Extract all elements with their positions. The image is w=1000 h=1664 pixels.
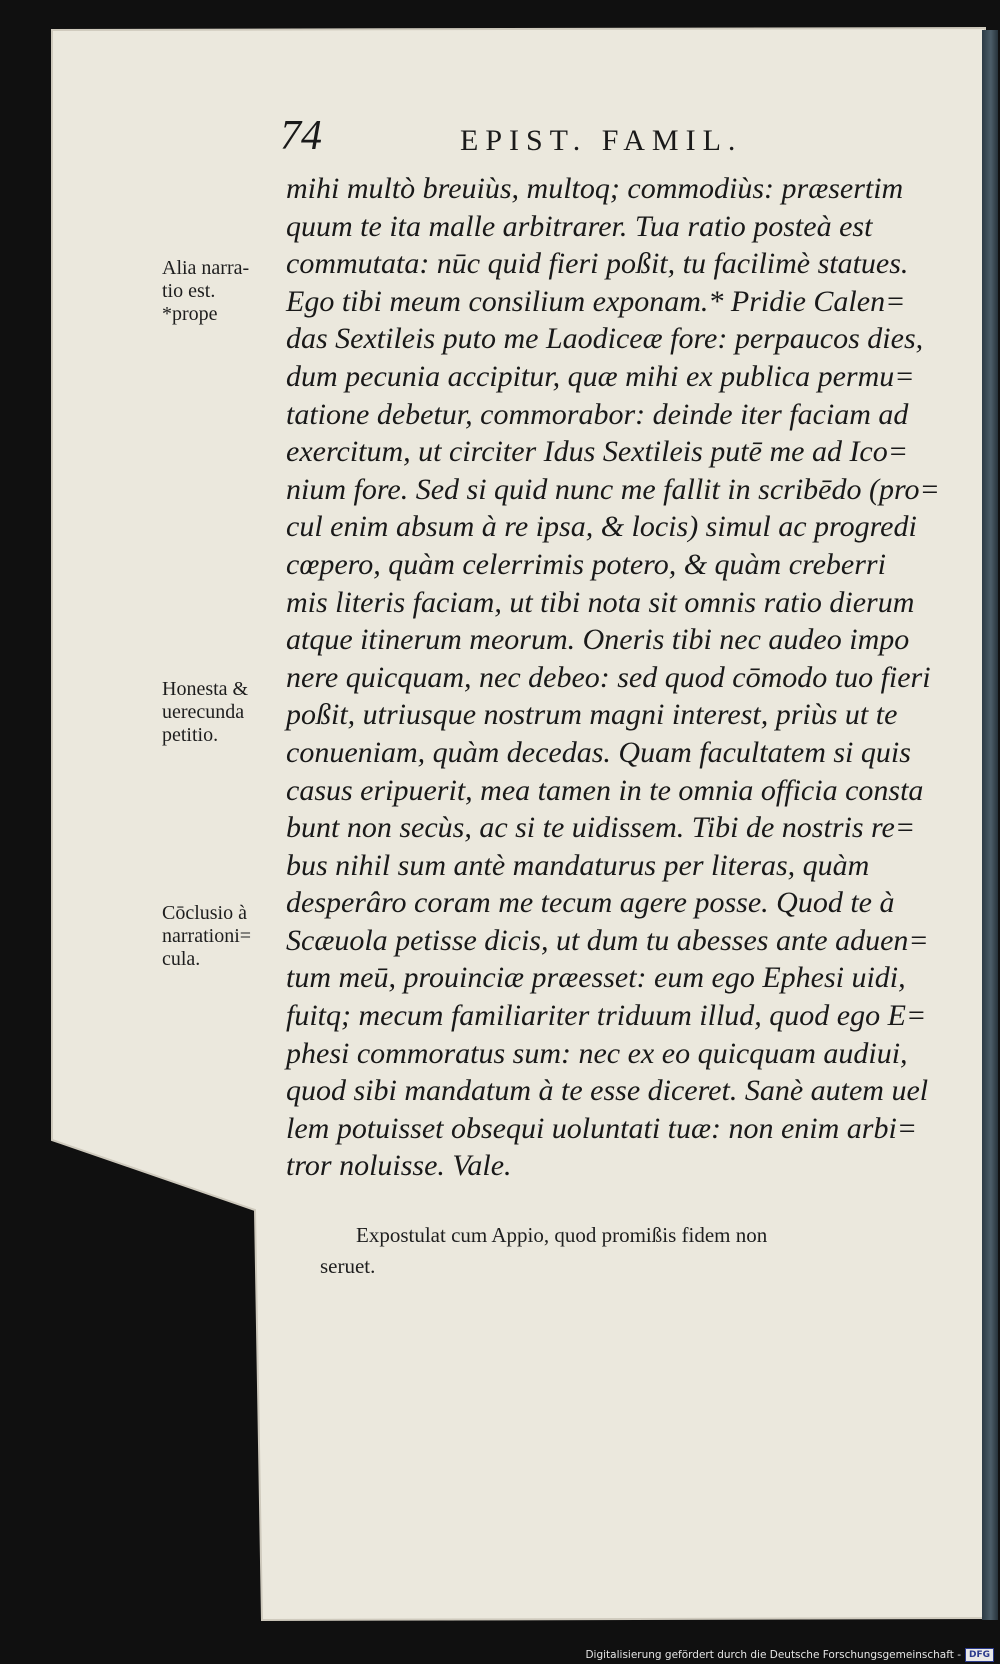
argument-line: Expostulat cum Appio, quod promißis fidem non [356, 1223, 768, 1247]
text-line: bunt non secùs, ac si te uidissem. Tibi de nostris re= [286, 811, 916, 845]
text-line: Ego tibi meum consilium exponam.* Pridie Calen= [286, 284, 906, 318]
marginal-note-2 [162, 678, 286, 747]
dfg-logo: DFG [965, 1648, 994, 1662]
marginal-line: Cōclusio à [162, 902, 247, 924]
marginal-line: uerecunda [162, 701, 245, 723]
text-line: conueniam, quàm decedas. Quam facultatem si quis [286, 735, 911, 769]
text-line: tror noluisse. Vale. [286, 1149, 512, 1183]
text-line: dum pecunia accipitur, quæ mihi ex publica permu= [286, 359, 915, 393]
text-line: commutata: nūc quid fieri poßit, tu facilimè statues. [286, 247, 909, 281]
text-line: das Sextileis puto me Laodiceæ fore: perpaucos dies, [286, 322, 924, 356]
text-line: cul enim absum à re ipsa, & locis) simul ac progredi [286, 510, 917, 544]
marginal-line: petitio. [162, 724, 219, 746]
text-line: mihi multò breuiùs, multoq; commodiùs: præsertim [286, 172, 904, 205]
marginal-line: *prope [162, 303, 218, 325]
text-line: quod sibi mandatum à te esse diceret. Sanè autem uel [286, 1074, 929, 1108]
argument-line: seruet. [320, 1254, 376, 1278]
letter-body [286, 170, 946, 1185]
text-line: mis literis faciam, ut tibi nota sit omnis ratio dierum [286, 585, 915, 619]
text-line: tatione debetur, commorabor: deinde iter faciam ad [286, 397, 909, 431]
marginal-note-3 [162, 902, 286, 971]
digitization-credit [585, 1647, 994, 1663]
running-head: EPIST. FAMIL. [460, 124, 743, 157]
text-line: Scæuola petisse dicis, ut dum tu abesses ante aduen= [286, 923, 929, 957]
marginal-line: Alia narra- [162, 257, 250, 279]
text-line: quum te ita malle arbitrarer. Tua ratio posteà est [286, 209, 873, 243]
text-line: exercitum, ut circiter Idus Sextileis putē me ad Ico= [286, 435, 908, 469]
text-line: tum meū, prouinciæ præesset: eum ego Ephesi uidi, [286, 961, 906, 995]
next-letter-argument [320, 1220, 956, 1282]
text-line: casus eripuerit, mea tamen in te omnia officia consta [286, 773, 924, 807]
text-line: phesi commoratus sum: nec ex eo quicquam audiui, [286, 1036, 908, 1070]
page-number: 74 [280, 113, 322, 159]
credit-text: Digitalisierung gefördert durch die Deutsche Forschungsgemeinschaft - [585, 1649, 961, 1661]
page-header [280, 112, 840, 170]
text-line: cœpero, quàm celerrimis potero, & quàm creberri [286, 547, 886, 581]
marginal-line: tio est. [162, 280, 216, 302]
text-line: poßit, utriusque nostrum magni interest, priùs ut te [286, 698, 898, 732]
text-line: desperâro coram me tecum agere posse. Quod te à [286, 886, 895, 920]
text-line: bus nihil sum antè mandaturus per literas, quàm [286, 848, 870, 882]
text-line: nium fore. Sed si quid nunc me fallit in scribēdo (pro= [286, 472, 940, 506]
marginal-note-1 [162, 257, 286, 326]
marginal-line: narrationi= [162, 925, 252, 947]
text-line: atque itinerum meorum. Oneris tibi nec audeo impo [286, 623, 910, 657]
text-line: fuitq; mecum familiariter triduum illud, quod ego E= [286, 999, 927, 1033]
marginal-line: Honesta & [162, 678, 249, 700]
marginal-line: cula. [162, 948, 201, 970]
text-line: nere quicquam, nec debeo: sed quod cōmodo tuo fieri [286, 660, 931, 694]
text-line: lem potuisset obsequi uoluntati tuæ: non enim arbi= [286, 1111, 918, 1145]
